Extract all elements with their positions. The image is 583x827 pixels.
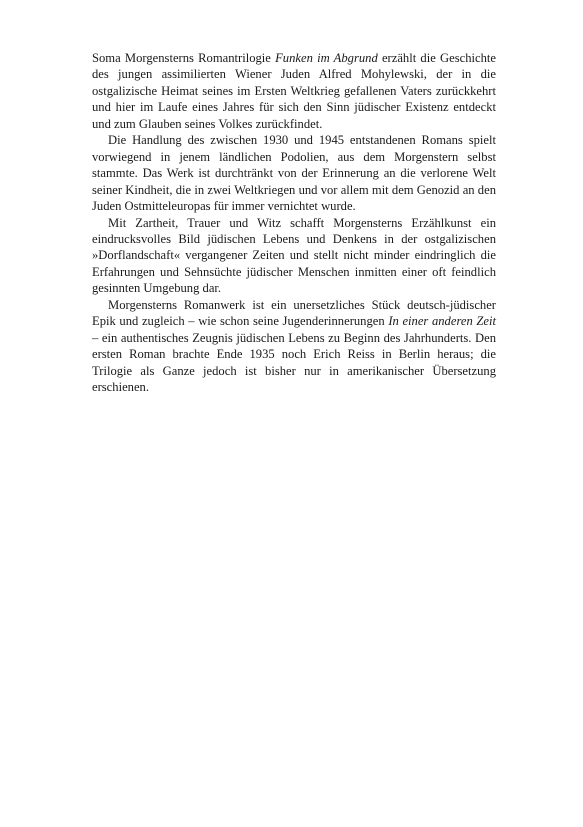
paragraph-3: Mit Zartheit, Trauer und Witz schafft Morgensterns Erzählkunst ein eindrucksvolles Bild jüdischen Lebens und Denkens in der ostgalizischen »Dorflandschaft« vergangener Zeiten und stellt nicht minder eindringlich die Erfahrungen und Sehnsüchte jüdischer Menschen inmitten einer oft feindlich gesinnten Umgebung dar. [92,215,496,296]
paragraph-2: Die Handlung des zwischen 1930 und 1945 entstandenen Romans spielt vorwiegend in jenem ländlichen Podolien, aus dem Morgenstern selbst stammte. Das Werk ist durchtränkt von der Erinnerung an die verlorene Welt seiner Kindheit, die in zwei Weltkriegen und vor allem mit dem Genozid an den Juden Ostmitteleuropas für immer vernichtet wurde. [92,133,496,214]
book-title-funken-im-abgrund: Funken im Abgrund [275,51,378,65]
paragraph-4 [92,297,496,396]
paragraph-4-lead: Morgensterns Romanwerk ist ein unersetzliches Stück deutsch-jüdischer Epik und zugleich – wie schon seine Jugenderinnerungen [92,297,496,329]
paragraph-1-lead: Soma Morgensterns Romantrilogie [92,51,276,65]
paragraph-4-rest: – ein authentisches Zeugnis jüdischen Lebens zu Beginn des Jahrhunderts. Den ersten Roman brachte Ende 1935 noch Erich Reiss in Berlin heraus; die Trilogie als Ganze jedoch ist bisher nur in amerikanischer Übersetzung erschienen. [92,330,496,395]
blurb-text [92,50,496,396]
paragraph-1-rest: erzählt die Geschichte des jungen assimilierten Wiener Juden Alfred Mohylewski, der in die ostgalizische Heimat seines im Ersten Weltkrieg gefallenen Vaters zurückkehrt und hier im Laufe eines Jahres für sich den Sinn jüdischer Existenz entdeckt und zum Glauben seines Volkes zurückfindet. [92,51,496,131]
book-title-in-einer-anderen-zeit: In einer anderen Zeit [388,314,496,329]
paragraph-1 [92,50,496,132]
